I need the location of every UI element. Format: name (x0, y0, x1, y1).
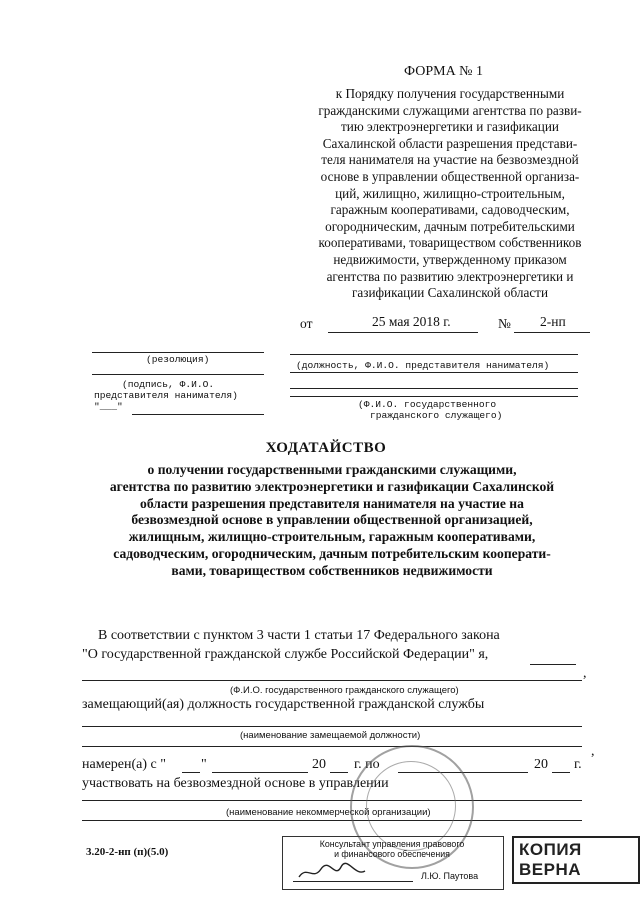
body-line-3: замещающий(ая) должность государственной гражданской службы (82, 697, 485, 712)
fio-field-caption: (Ф.И.О. государственного гражданского служащего) (230, 685, 459, 696)
signature-icon (297, 861, 367, 883)
consultant-title (287, 839, 497, 859)
order-date: 25 мая 2018 г. (372, 314, 451, 329)
header-line: к Порядку получения государственными (335, 86, 565, 101)
petition-title (0, 440, 640, 457)
order-from-label: от (300, 316, 313, 331)
header-line: ций, жилищно, жилищно-строительным, (335, 185, 565, 201)
year-prefix: 20 (312, 757, 326, 772)
form-number-title: ФОРМА № 1 (404, 64, 484, 79)
intend-to-label: г. по (354, 757, 380, 772)
consultant-line: Консультант управления правового (319, 839, 465, 849)
signature-caption: (подпись, Ф.И.О. (122, 379, 215, 390)
form-header-block (292, 86, 608, 302)
order-number: 2-нп (540, 314, 566, 329)
comma: , (583, 666, 587, 681)
fio-caption: гражданского служащего) (370, 410, 503, 421)
date-quote: "___" (94, 401, 123, 412)
intend-from-label: намерен(а) с " (82, 757, 166, 772)
header-line: агентства по развитию электроэнергетики и (326, 268, 574, 284)
header-line: Сахалинской области разрешения представи- (322, 135, 578, 151)
consultant-stamp (282, 836, 504, 890)
body-line-2: "О государственной гражданской службе Российской Федерации" я, (82, 647, 489, 662)
order-number-label: № (498, 316, 511, 331)
copy-certified-stamp: КОПИЯ ВЕРНА (512, 836, 640, 884)
consultant-name: Л.Ю. Паутова (421, 871, 479, 881)
subtitle-line: агентства по развитию электроэнергетики и газификации Сахалинской (109, 478, 555, 494)
header-line: теля нанимателя на участие на безвозмездной (321, 152, 579, 168)
position-field-caption: (наименование замещаемой должности) (240, 730, 421, 741)
year-suffix: г. (574, 757, 582, 772)
fio-caption: (Ф.И.О. государственного (358, 399, 497, 410)
header-line: газификации Сахалинской области (351, 285, 548, 301)
signature-caption: представителя нанимателя) (94, 390, 238, 401)
header-line: кооперативами, товариществом собственников (318, 235, 582, 251)
header-line: гражданскими служащими агентства по разви- (318, 102, 582, 118)
subtitle-line: садоводческим, огородническим, дачным потребительским кооперати- (113, 545, 551, 561)
header-line: огородническим, дачным потребительскими (325, 218, 575, 234)
resolution-caption: (резолюция) (146, 354, 210, 365)
header-line: основе в управлении общественной организа- (320, 168, 580, 184)
year-prefix-2: 20 (534, 757, 548, 772)
subtitle-line: области разрешения представителя нанимателя на участие на (140, 495, 524, 511)
comma: , (591, 744, 595, 759)
header-line: гаражным кооперативами, садоводческим, (330, 202, 570, 218)
body-line-5: участвовать на безвозмездной основе в управлении (82, 776, 389, 791)
position-caption: (должность, Ф.И.О. представителя нанимателя) (296, 360, 550, 371)
header-line: тию электроэнергетики и газификации (341, 119, 559, 135)
subtitle-line: вами, товариществом собственников недвижимости (171, 562, 493, 578)
header-line: недвижимости, утвержденному приказом (333, 251, 567, 267)
body-line-1: В соответствии с пунктом 3 части 1 статьи 17 Федерального закона (98, 628, 500, 643)
consultant-line: и финансового обеспечения (334, 849, 450, 859)
subtitle-line: о получении государственными гражданскими служащими, (147, 462, 517, 477)
organization-field-caption: (наименование некоммерческой организации) (226, 807, 431, 818)
subtitle-line: безвозмездной основе в управлении общественной организацией, (131, 512, 533, 528)
petition-title-text: ХОДАТАЙСТВО (265, 440, 387, 456)
petition-subtitle (82, 462, 582, 580)
subtitle-line: жилищным, жилищно-строительным, гаражным кооперативами, (128, 529, 536, 545)
form-code: 3.20-2-нп (п)(5.0) (86, 846, 169, 858)
quote-close: " (201, 757, 207, 772)
